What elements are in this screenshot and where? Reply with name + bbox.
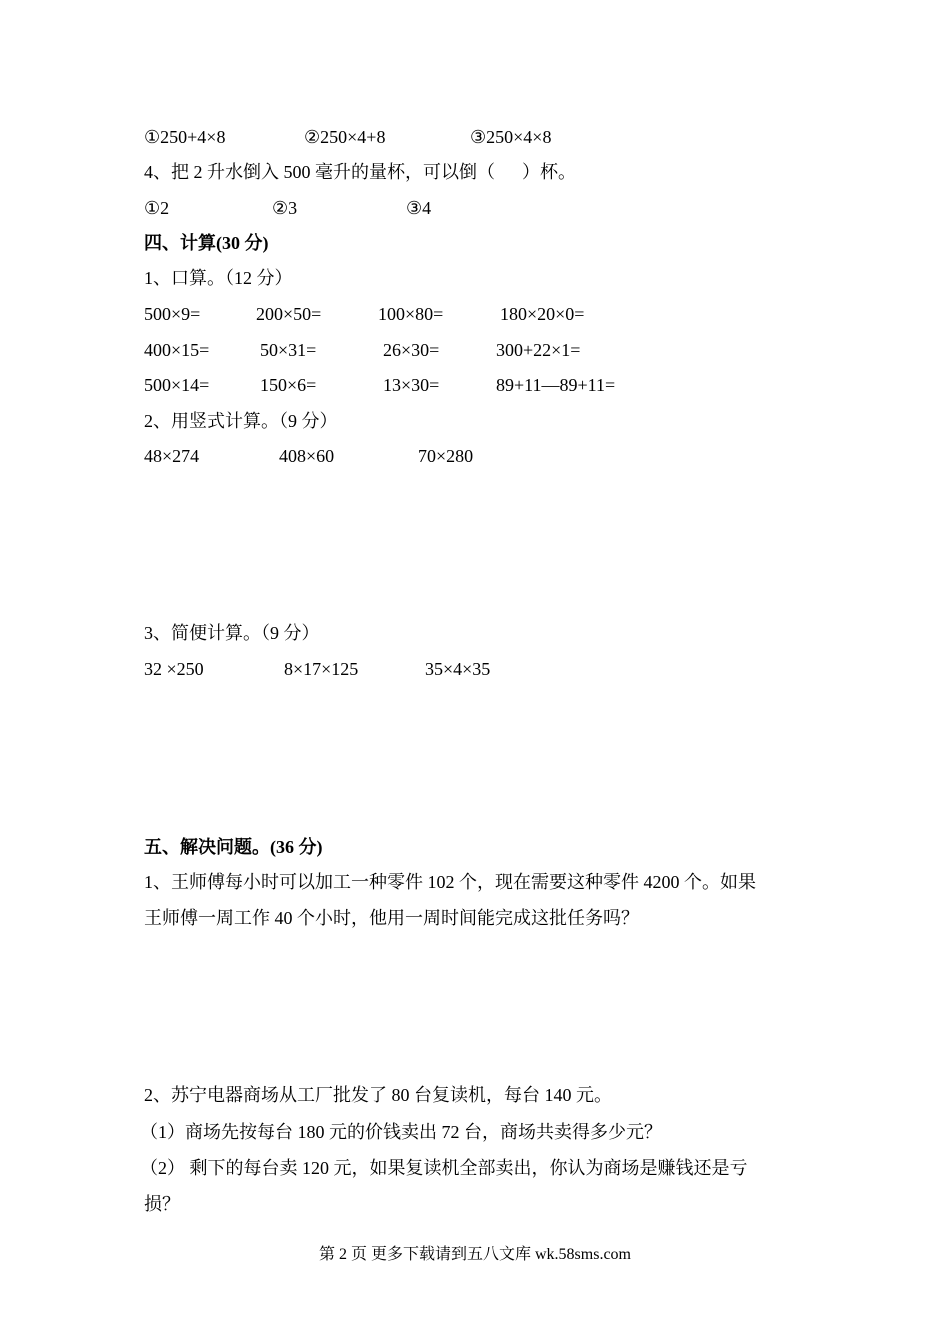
- oral-item: 150×6=: [260, 375, 317, 395]
- oral-item: 26×30=: [383, 340, 440, 360]
- q4-text: 4、把 2 升水倒入 500 毫升的量杯，可以倒（ ）杯。: [144, 162, 576, 182]
- problem-2-question-1: （1）商场先按每台 180 元的价钱卖出 72 台，商场共卖得多少元？: [140, 1122, 662, 1142]
- q3-option-2: ②250×4+8: [304, 127, 386, 147]
- page-footer: 第 2 页 更多下载请到五八文库 wk.58sms.com: [318, 1246, 631, 1263]
- oral-item: 500×9=: [144, 304, 201, 324]
- vertical-item: 70×280: [418, 446, 474, 466]
- vertical-calc-heading: 2、用竖式计算。（9 分）: [144, 411, 338, 431]
- oral-item: 200×50=: [256, 304, 322, 324]
- simple-item: 8×17×125: [284, 659, 359, 679]
- oral-item: 13×30=: [383, 375, 440, 395]
- simple-calc-heading: 3、简便计算。（9 分）: [144, 623, 320, 643]
- oral-item: 400×15=: [144, 340, 210, 360]
- problem-2-line-1: 2、苏宁电器商场从工厂批发了 80 台复读机，每台 140 元。: [144, 1085, 612, 1105]
- problem-1-line-1: 1、王师傅每小时可以加工一种零件 102 个，现在需要这种零件 4200 个。如果: [144, 872, 756, 892]
- section-4-title: 四、计算(30 分): [144, 233, 269, 253]
- oral-item: 50×31=: [260, 340, 317, 360]
- oral-item: 300+22×1=: [496, 340, 581, 360]
- q4-option-1: ①2: [144, 198, 170, 218]
- section-5-title: 五、解决问题。(36 分): [144, 837, 323, 857]
- oral-item: 180×20×0=: [500, 304, 585, 324]
- q3-option-1: ①250+4×8: [144, 127, 226, 147]
- q4-option-2: ②3: [272, 198, 298, 218]
- oral-calc-heading: 1、口算。（12 分）: [144, 268, 293, 288]
- oral-item: 89+11—89+11=: [496, 375, 616, 395]
- problem-1-line-2: 王师傅一周工作 40 个小时，他用一周时间能完成这批任务吗？: [144, 908, 639, 928]
- simple-item: 35×4×35: [425, 659, 491, 679]
- q3-option-3: ③250×4×8: [470, 127, 552, 147]
- vertical-item: 48×274: [144, 446, 200, 466]
- simple-item: 32 ×250: [144, 659, 204, 679]
- problem-2-question-2-cont: 损？: [144, 1194, 180, 1214]
- oral-item: 100×80=: [378, 304, 444, 324]
- q4-option-3: ③4: [406, 198, 432, 218]
- vertical-item: 408×60: [279, 446, 335, 466]
- problem-2-question-2: （2） 剩下的每台卖 120 元，如果复读机全部卖出，你认为商场是赚钱还是亏: [140, 1158, 748, 1178]
- oral-item: 500×14=: [144, 375, 210, 395]
